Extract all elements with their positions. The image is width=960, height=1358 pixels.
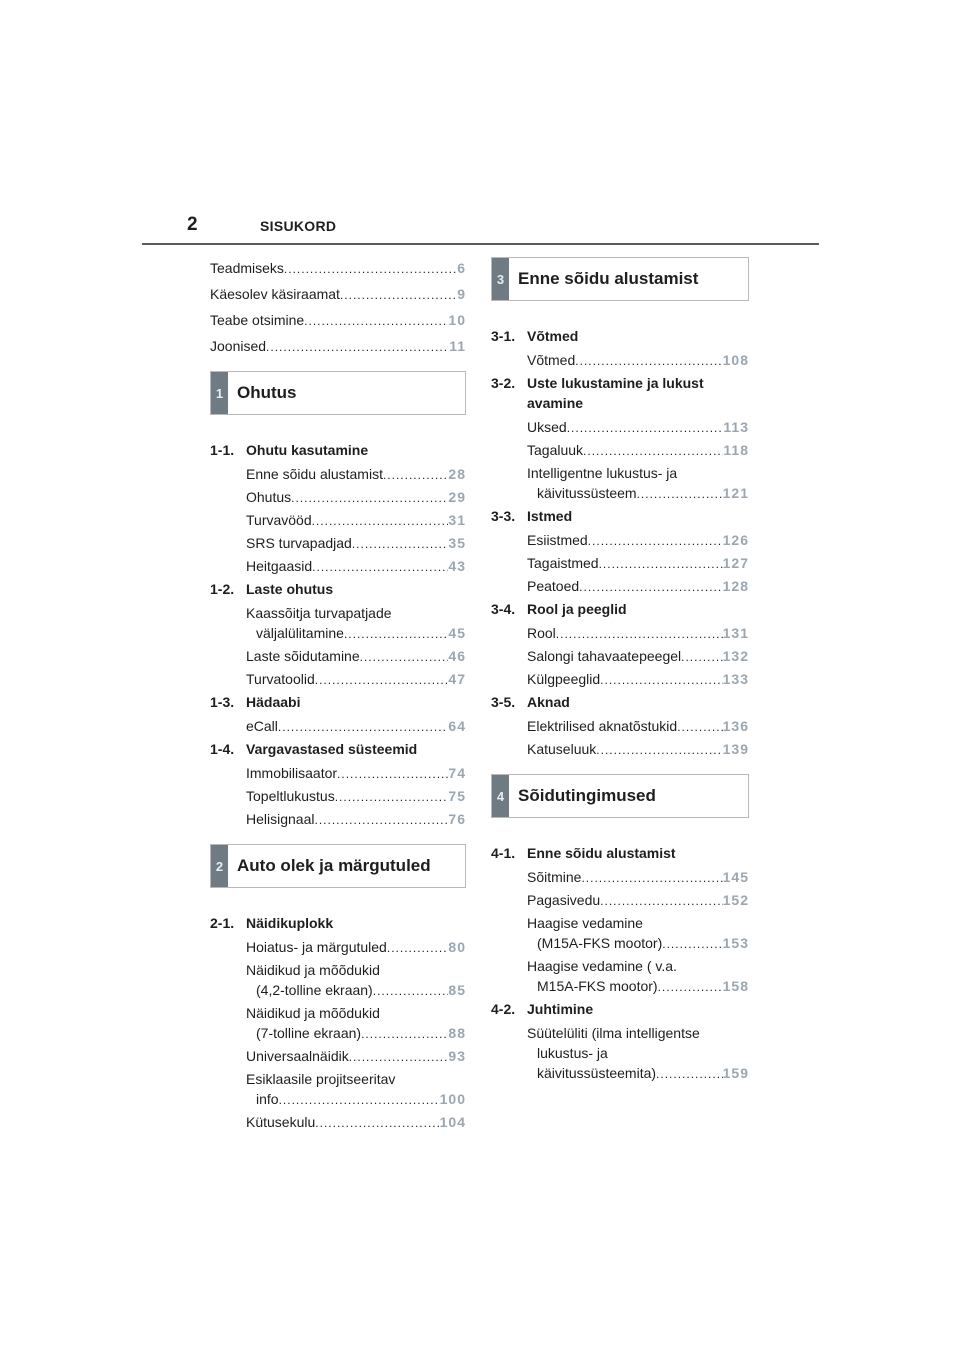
section-items — [491, 623, 749, 689]
section-heading: 1-2. Laste ohutus — [210, 581, 334, 597]
toc-entry[interactable]: Teadmiseks ..... 6 — [210, 255, 466, 278]
header-divider — [142, 243, 819, 245]
page-link[interactable]: 9 — [457, 286, 466, 302]
page-link[interactable]: 104 — [439, 1114, 466, 1130]
toc-entry[interactable]: Tagaistmed ..... 127 — [527, 553, 749, 573]
page-link[interactable]: 131 — [722, 625, 749, 641]
section-heading: 1-3. Hädaabi — [210, 694, 301, 710]
intro-list — [210, 255, 466, 356]
section-heading: 2-1. Näidikuplokk — [210, 915, 334, 931]
page-link[interactable]: 47 — [448, 671, 466, 687]
toc-entry[interactable]: Turvatoolid ..... 47 — [246, 669, 466, 689]
page-link[interactable]: 132 — [722, 648, 749, 664]
page-link[interactable]: 136 — [722, 718, 749, 734]
toc-right-column — [491, 255, 749, 1086]
page-link[interactable]: 159 — [722, 1065, 749, 1081]
page-link[interactable]: 127 — [722, 555, 749, 571]
chapter-heading-1[interactable] — [210, 371, 466, 415]
section-heading: 4-2. Juhtimine — [491, 1001, 594, 1017]
page-link[interactable]: 128 — [722, 578, 749, 594]
toc-entry[interactable]: Haagise vedamine ( v.a. M15A-FKS mootor) ..... 158 — [527, 956, 749, 996]
chapter-heading-3[interactable] — [491, 257, 749, 301]
chapter-title: Auto olek ja märgutuled — [237, 856, 431, 875]
section-heading: 1-4. Vargavastased süsteemid — [210, 741, 418, 757]
page-link[interactable]: 74 — [448, 765, 466, 781]
toc-entry[interactable]: Tagaluuk ..... 118 — [527, 440, 749, 460]
page-link[interactable]: 113 — [723, 419, 749, 435]
page-link[interactable]: 108 — [722, 352, 749, 368]
section-items — [210, 716, 466, 736]
chapter-number: 1 — [211, 372, 228, 414]
toc-entry[interactable]: Pagasivedu ..... 152 — [527, 890, 749, 910]
page-link[interactable]: 133 — [722, 671, 749, 687]
page-link[interactable]: 76 — [448, 811, 466, 827]
toc-entry[interactable]: Haagise vedamine (M15A-FKS mootor) ..... 153 — [527, 913, 749, 953]
page-link[interactable]: 145 — [722, 869, 749, 885]
page-link[interactable]: 152 — [722, 892, 749, 908]
toc-entry[interactable]: Teabe otsimine ..... 10 — [210, 307, 466, 330]
chapter-heading-4[interactable] — [491, 774, 749, 818]
section-heading: 1-1. Ohutu kasutamine — [210, 442, 369, 458]
toc-left-column — [210, 255, 466, 1135]
page-link[interactable]: 93 — [448, 1048, 466, 1064]
toc-entry[interactable]: Heitgaasid ..... 43 — [246, 556, 466, 576]
page-link[interactable]: 10 — [448, 312, 466, 328]
section-items — [491, 716, 749, 759]
toc-entry[interactable]: Sõitmine ..... 145 — [527, 867, 749, 887]
toc-entry[interactable]: Peatoed ..... 128 — [527, 576, 749, 596]
toc-entry[interactable]: eCall ..... 64 — [246, 716, 466, 736]
toc-entry[interactable]: Esiistmed ..... 126 — [527, 530, 749, 550]
toc-entry[interactable]: Süütelüliti (ilma intelligentse lukustus- ja käivitussüsteemita) ..... 159 — [527, 1023, 749, 1083]
chapter-number: 4 — [492, 775, 509, 817]
section-items — [210, 763, 466, 829]
toc-entry[interactable]: Topeltlukustus ..... 75 — [246, 786, 466, 806]
section-items — [491, 1023, 749, 1083]
page-link[interactable]: 121 — [722, 485, 749, 501]
section-items — [210, 937, 466, 1132]
page-link[interactable]: 139 — [722, 741, 749, 757]
toc-entry[interactable]: Intelligentne lukustus- ja käivitussüsteem ..... 121 — [527, 463, 749, 503]
section-items — [491, 530, 749, 596]
section-heading: 3-1. Võtmed — [491, 328, 579, 344]
toc-entry[interactable]: Näidikud ja mõõdukid (7-tolline ekraan) ..... 88 — [246, 1003, 466, 1043]
toc-entry[interactable]: Uksed ..... 113 — [527, 417, 749, 437]
page-link[interactable]: 35 — [448, 535, 466, 551]
toc-entry[interactable]: Kaassõitja turvapatjade väljalülitamine ..... 45 — [246, 603, 466, 643]
toc-entry[interactable]: Salongi tahavaatepeegel ..... 132 — [527, 646, 749, 666]
page-link[interactable]: 118 — [723, 442, 749, 458]
page-link[interactable]: 11 — [449, 338, 466, 354]
toc-entry[interactable]: Rool ..... 131 — [527, 623, 749, 643]
page-link[interactable]: 64 — [448, 718, 466, 734]
section-items — [210, 464, 466, 576]
page-link[interactable]: 29 — [448, 489, 466, 505]
page-link[interactable]: 88 — [448, 1025, 466, 1041]
section-items — [491, 350, 749, 370]
toc-entry[interactable]: Immobilisaator ..... 74 — [246, 763, 466, 783]
page-link[interactable]: 31 — [448, 512, 466, 528]
page-title: SISUKORD — [260, 218, 337, 234]
section-heading: 3-2. Uste lukustamine ja lukust avamine — [491, 375, 704, 411]
page-link[interactable]: 45 — [448, 625, 466, 641]
toc-entry[interactable]: Helisignaal ..... 76 — [246, 809, 466, 829]
toc-entry[interactable]: Universaalnäidik ..... 93 — [246, 1046, 466, 1066]
page-link[interactable]: 80 — [448, 939, 466, 955]
toc-entry[interactable]: Näidikud ja mõõdukid (4,2-tolline ekraan) ..... 85 — [246, 960, 466, 1000]
chapter-heading-2[interactable] — [210, 844, 466, 888]
chapter-title: Enne sõidu alustamist — [518, 269, 699, 288]
chapter-number: 2 — [211, 845, 228, 887]
toc-entry[interactable]: Esiklaasile projitseeritav info ..... 100 — [246, 1069, 466, 1109]
section-heading: 3-4. Rool ja peeglid — [491, 601, 627, 617]
toc-entry[interactable]: Enne sõidu alustamist ..... 28 — [246, 464, 466, 484]
toc-entry[interactable]: Hoiatus- ja märgutuled ..... 80 — [246, 937, 466, 957]
page-link[interactable]: 158 — [722, 978, 749, 994]
page-link[interactable]: 46 — [448, 648, 466, 664]
chapter-title: Sõidutingimused — [518, 786, 656, 805]
toc-entry[interactable]: Käesolev käsiraamat ..... 9 — [210, 281, 466, 304]
page-link[interactable]: 126 — [722, 532, 749, 548]
page-link[interactable]: 28 — [448, 466, 466, 482]
toc-entry[interactable]: Joonised ..... 11 — [210, 333, 466, 356]
toc-entry[interactable]: Ohutus ..... 29 — [246, 487, 466, 507]
toc-entry[interactable]: Katuseluuk ..... 139 — [527, 739, 749, 759]
section-heading: 4-1. Enne sõidu alustamist — [491, 845, 676, 861]
chapter-number: 3 — [492, 258, 509, 300]
section-heading: 3-3. Istmed — [491, 508, 573, 524]
toc-entry[interactable]: Võtmed ..... 108 — [527, 350, 749, 370]
page-link[interactable]: 85 — [448, 982, 466, 998]
section-items — [491, 417, 749, 503]
toc-entry[interactable]: Turvavööd ..... 31 — [246, 510, 466, 530]
chapter-title: Ohutus — [237, 383, 297, 402]
page-link[interactable]: 75 — [448, 788, 466, 804]
toc-entry[interactable]: Kütusekulu ..... 104 — [246, 1112, 466, 1132]
toc-entry[interactable]: Külgpeeglid ..... 133 — [527, 669, 749, 689]
page-link[interactable]: 153 — [722, 935, 749, 951]
section-heading: 3-5. Aknad — [491, 694, 570, 710]
section-items — [210, 603, 466, 689]
page-number: 2 — [187, 214, 198, 235]
toc-entry[interactable]: Elektrilised aknatõstukid ..... 136 — [527, 716, 749, 736]
page-link[interactable]: 100 — [439, 1091, 466, 1107]
toc-entry[interactable]: SRS turvapadjad ..... 35 — [246, 533, 466, 553]
toc-entry[interactable]: Laste sõidutamine ..... 46 — [246, 646, 466, 666]
page-link[interactable]: 6 — [457, 260, 466, 276]
page-link[interactable]: 43 — [448, 558, 466, 574]
section-items — [491, 867, 749, 996]
